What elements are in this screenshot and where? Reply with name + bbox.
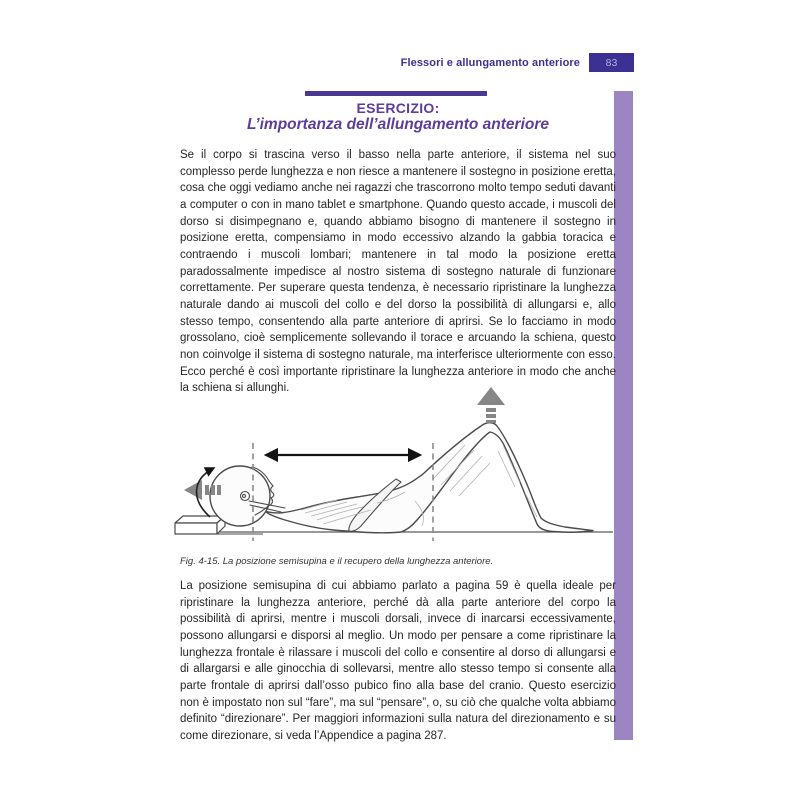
figure-semisupine-illustration <box>165 383 625 545</box>
running-header-title: Flessori e allungamento anteriore <box>400 56 580 69</box>
body-paragraph-2: La posizione semisupina di cui abbiamo parlato a pagina 59 è quella ideale per ripristinare la lunghezza anteriore, perché dà alla parte anteriore del corpo la possibilità di aprirsi, mentre i muscoli dorsali, invece di inarcarsi eccessivamente, possono allungarsi e disporsi al meglio. Un modo per pensare a come ripristinare la lunghezza frontale è rilassare i muscoli del collo e consentire al dorso di allungarsi e di allargarsi e alle ginocchia di sollevarsi, mentre allo stesso tempo si consente alla parte frontale di aprirsi dall’osso pubico fino alla base del cranio. Questo esercizio non è impostato non sul “fare”, ma sul “pensare”, o, su ciò che qualche volta abbiamo definito “direzionare”. Per maggiori informazioni sulla natura del direzionamento e su come direzionare, si veda l’Appendice a pagina 287. <box>180 580 616 742</box>
figure-caption: Fig. 4-15. La posizione semisupina e il recupero della lunghezza anteriore. <box>180 556 494 567</box>
body-paragraph-1: Se il corpo si trascina verso il basso nella parte anteriore, il sistema nel suo complesso perde lunghezza e non riesce a mantenere il sostegno in posizione eretta, cosa che oggi vediamo anche nei ragazzi che trascorrono molto tempo seduti davanti a computer o con in mano tablet e smartphone. Quando questo accade, i muscoli del dorso si disimpegnano e, quando abbiamo bisogno di mantenere il sostegno in posizione eretta, compensiamo in modo eccessivo alzando la gabbia toracica e contraendo i muscoli lombari; mantenere in tal modo la posizione eretta paradossalmente impedisce al nostro sistema di sostegno naturale di funzionare correttamente. Per superare questa tendenza, è necessario ripristinare la lunghezza naturale dando ai muscoli del collo e del dorso la possibilità di allungarsi e, allo stesso tempo, consentendo alla parte anteriore di aprirsi. Se lo facciamo in modo grossolano, cioè semplicemente sollevando il torace e arcuando la schiena, questo non coinvolge il sistema di sostegno naturale, ma interferisce ulteriormente con esso. Ecco perché è così importante ripristinare la lunghezza anteriore in modo che anche la schiena si allunghi. <box>180 149 616 395</box>
page-number-badge: 83 <box>589 53 634 72</box>
body-outline <box>265 423 593 533</box>
exercise-title: L’importanza dell’allungamento anteriore <box>246 116 549 133</box>
exercise-label: ESERCIZIO: <box>356 100 440 116</box>
section-rule <box>305 91 487 96</box>
knee-up-arrow-icon <box>477 387 505 423</box>
page-header <box>180 53 634 72</box>
